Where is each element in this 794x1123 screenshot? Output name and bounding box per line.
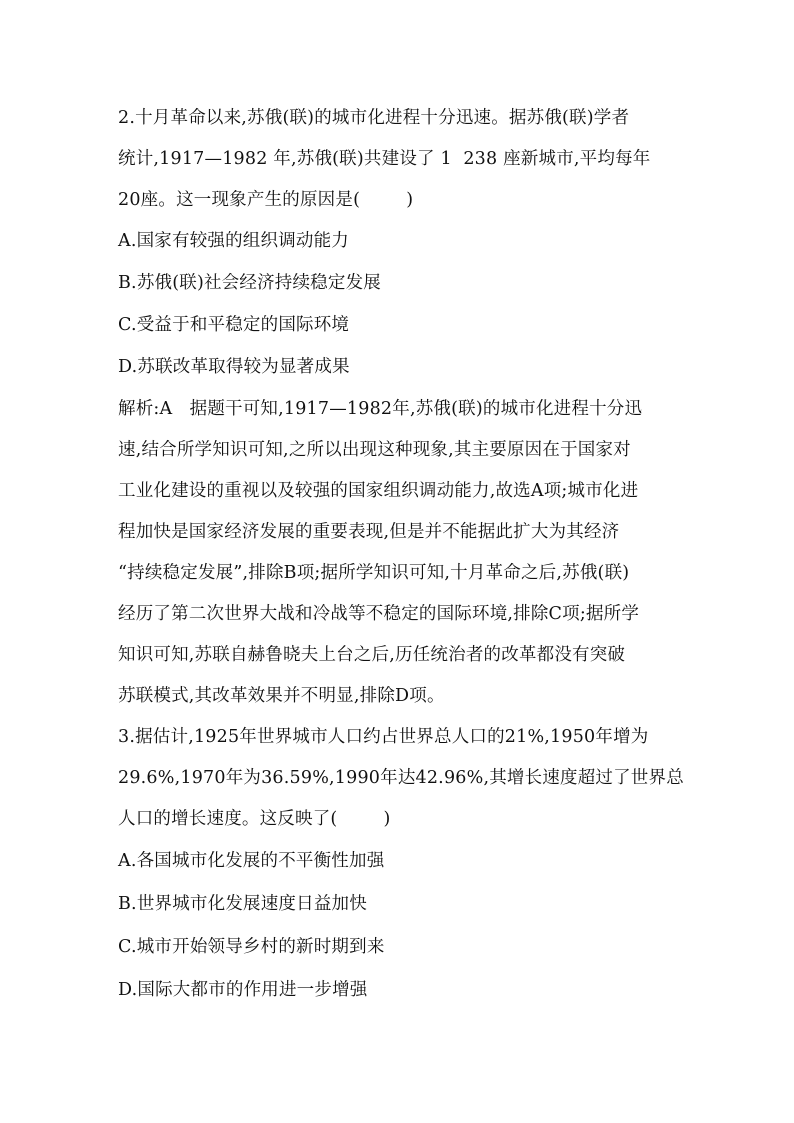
q2-option-a: A.国家有较强的组织调动能力 bbox=[118, 231, 349, 251]
q2-analysis-line-4: 程加快是国家经济发展的重要表现,但是并不能据此扩大为其经济 bbox=[118, 522, 620, 542]
q3-option-d: D.国际大都市的作用进一步增强 bbox=[118, 980, 368, 1000]
q3-option-c: C.城市开始领导乡村的新时期到来 bbox=[118, 937, 385, 957]
q3-stem-line-1: 3.据估计,1925年世界城市人口约占世界总人口的21%,1950年增为 bbox=[118, 727, 649, 747]
q2-analysis-line-8: 苏联模式,其改革效果并不明显,排除D项。 bbox=[118, 686, 445, 706]
q2-option-c: C.受益于和平稳定的国际环境 bbox=[118, 315, 350, 335]
q2-stem-line-2: 统计,1917—1982 年,苏俄(联)共建设了 1 238 座新城市,平均每年 bbox=[118, 149, 651, 169]
q2-option-b: B.苏俄(联)社会经济持续稳定发展 bbox=[118, 273, 381, 293]
q2-stem-line-1: 2.十月革命以来,苏俄(联)的城市化进程十分迅速。据苏俄(联)学者 bbox=[118, 108, 630, 128]
q2-analysis-line-5: “持续稳定发展”,排除B项;据所学知识可知,十月革命之后,苏俄(联) bbox=[118, 563, 630, 583]
q2-analysis-line-7: 知识可知,苏联自赫鲁晓夫上台之后,历任统治者的改革都没有突破 bbox=[118, 645, 626, 665]
q2-stem-line-3: 20座。这一现象产生的原因是( ) bbox=[118, 190, 414, 210]
q3-option-a: A.各国城市化发展的不平衡性加强 bbox=[118, 851, 385, 871]
q2-analysis-line-2: 速,结合所学知识可知,之所以出现这种现象,其主要原因在于国家对 bbox=[118, 440, 631, 460]
q3-stem-line-3: 人口的增长速度。这反映了( ) bbox=[118, 809, 391, 829]
q2-analysis-line-6: 经历了第二次世界大战和冷战等不稳定的国际环境,排除C项;据所学 bbox=[118, 604, 640, 624]
q2-analysis-line-3: 工业化建设的重视以及较强的国家组织调动能力,故选A项;城市化进 bbox=[118, 481, 639, 501]
q2-option-d: D.苏联改革取得较为显著成果 bbox=[118, 357, 350, 377]
q2-analysis-line-1: 解析:A 据题干可知,1917—1982年,苏俄(联)的城市化进程十分迅 bbox=[118, 399, 643, 419]
q3-option-b: B.世界城市化发展速度日益加快 bbox=[118, 894, 367, 914]
q3-stem-line-2: 29.6%,1970年为36.59%,1990年达42.96%,其增长速度超过了世界总 bbox=[118, 768, 684, 788]
